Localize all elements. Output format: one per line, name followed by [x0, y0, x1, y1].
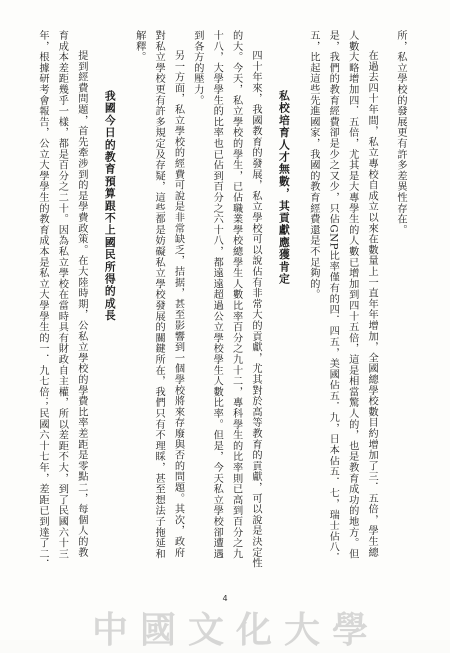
- text-line: 對私立學校更有許多規定及存疑，這些都是妨礙私立學校發展的關鍵所在，我們只有不理睬，甚至想法子拖延和: [153, 30, 165, 560]
- text-line: 到各方的壓力。: [191, 30, 203, 106]
- text-line: 五，比起這些先進國家，我國的教育經費還是不足夠的。: [307, 30, 319, 300]
- section-heading: 私校培育人才無數，其貢獻應獲肯定: [277, 90, 291, 286]
- text-line: 提到經費問題，首先牽涉到的是學費政策。在大陸時期，公私立學校的學費比率差距是零點二，每個人的教: [75, 50, 87, 558]
- page-number: 4: [222, 594, 228, 603]
- vertical-text-body: [36, 30, 406, 570]
- text-line: 在過去四十年間，私立專校自成立以來在數量上一直年年增加，全國總學校數目約增加了三．五倍，學生總: [366, 50, 378, 558]
- text-line: 育成本差距幾乎一樣，都是百分之二十。因為私立學校在當時具有財政自主權，所以差距不大，到了民國六十三: [56, 30, 68, 560]
- text-line: 另一方面，私立學校的經費可說是非常缺乏，拮据，甚至影響到一個學校將來存廢與否的問題。其次，政府: [172, 50, 184, 558]
- paragraph-gap: [123, 30, 125, 570]
- text-line: 年，根據研考會報告，公立大學學生的教育成本是私立大學學生的一．九七倍；民國六十七年，差距已到達了二．: [37, 30, 49, 570]
- text-line: 四十年來，我國教育的發展，私立學校可以說佔有非常大的貢獻，尤其對於高等教育的貢獻，可以說是決定性: [250, 50, 262, 569]
- text-line: 是，我們的教育經費卻是少之又少，只佔GNP比率僅有的四．四五，美國佔五．九，日本佔五．七，瑞士佔八．: [327, 30, 339, 564]
- paragraph-gap: [94, 30, 96, 570]
- text-line: 人數大略增加四．五倍，尤其是大專學生的人數已增加到四十五倍，這是相當驚人的，也是教育成功的地方。但: [346, 30, 358, 560]
- section-heading: 我國今日的教育預算跟不上國民所得的成長: [103, 90, 117, 322]
- paragraph-gap: [297, 30, 299, 570]
- text-line: 十八，大學學生的比率也已佔到百分之六十八，都遠遠超過公立學校學生人數比率。但是，今天私立學校卻遭遇: [211, 30, 223, 560]
- text-line: 的大。今天，私立學校的學生，已佔職業學校總學生人數比率百分之九十二，專科學生的比率則已高到百分之九: [230, 30, 242, 560]
- paragraph-gap: [268, 30, 270, 570]
- text-line: 解釋。: [133, 30, 145, 63]
- paragraph-gap: [384, 30, 386, 570]
- university-watermark: 中國文化大學: [91, 610, 380, 651]
- text-line: 所，私立學校的發展更有許多差異性存在。: [395, 30, 406, 236]
